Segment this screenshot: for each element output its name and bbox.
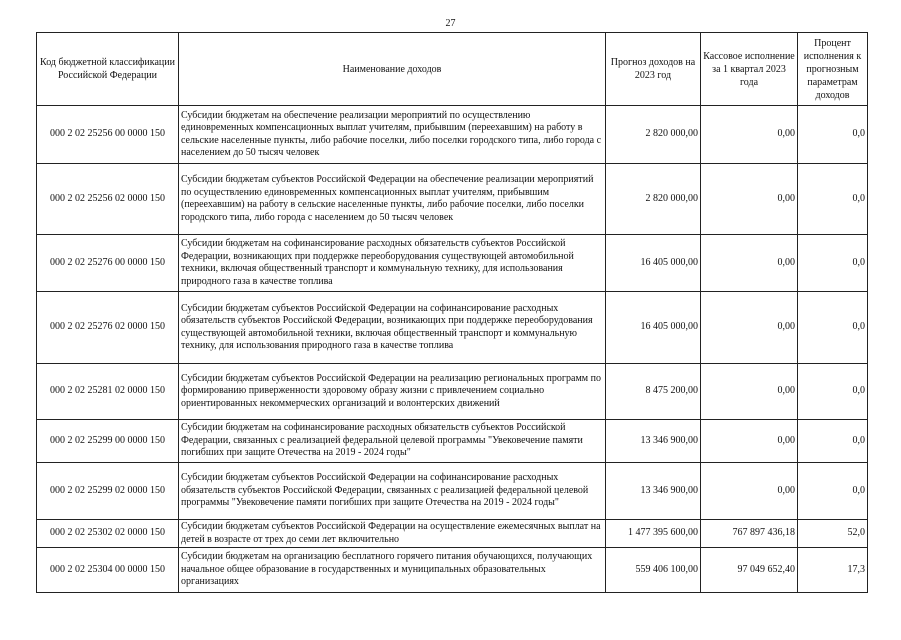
cell-forecast: 16 405 000,00 [606, 235, 701, 292]
cell-name: Субсидии бюджетам на организацию бесплатного горячего питания обучающихся, получающих начальное общее образование в государственных и муниципальных образовательных организациях [179, 548, 606, 593]
cell-name: Субсидии бюджетам на софинансирование расходных обязательств субъектов Российской Федерации, связанных с реализацией федеральной целевой программы "Увековечение памяти погибших при защите Отечества на 2019 - 2024 годы" [179, 420, 606, 463]
cell-percent: 0,0 [798, 106, 868, 164]
cell-forecast: 1 477 395 600,00 [606, 520, 701, 548]
cell-cash: 0,00 [701, 235, 798, 292]
table-header-row [37, 33, 868, 106]
cell-forecast: 559 406 100,00 [606, 548, 701, 593]
cell-code: 000 2 02 25299 02 0000 150 [37, 463, 179, 520]
cell-forecast: 13 346 900,00 [606, 420, 701, 463]
cell-cash: 0,00 [701, 463, 798, 520]
cell-name: Субсидии бюджетам субъектов Российской Федерации на осуществление ежемесячных выплат на детей в возрасте от трех до семи лет включительно [179, 520, 606, 548]
cell-percent: 0,0 [798, 463, 868, 520]
cell-code: 000 2 02 25256 02 0000 150 [37, 164, 179, 235]
cell-percent: 0,0 [798, 292, 868, 364]
cell-cash: 0,00 [701, 106, 798, 164]
cell-percent: 0,0 [798, 164, 868, 235]
cell-code: 000 2 02 25276 02 0000 150 [37, 292, 179, 364]
table-row [37, 520, 868, 548]
cell-percent: 0,0 [798, 364, 868, 420]
cell-cash: 767 897 436,18 [701, 520, 798, 548]
cell-percent: 52,0 [798, 520, 868, 548]
cell-code: 000 2 02 25304 00 0000 150 [37, 548, 179, 593]
cell-forecast: 16 405 000,00 [606, 292, 701, 364]
cell-cash: 0,00 [701, 292, 798, 364]
cell-name: Субсидии бюджетам субъектов Российской Федерации на софинансирование расходных обязательств субъектов Российской Федерации, связанных с реализацией федеральной целевой программы "Увековечение памяти погибших при защите Отечества на 2019 - 2024 годы" [179, 463, 606, 520]
table-row [37, 164, 868, 235]
cell-name: Субсидии бюджетам субъектов Российской Федерации на реализацию региональных программ по формированию приверженности здоровому образу жизни с привлечением социально ориентированных некоммерческих организаций и волонтерских движений [179, 364, 606, 420]
table-row [37, 292, 868, 364]
cell-cash: 0,00 [701, 364, 798, 420]
cell-percent: 0,0 [798, 235, 868, 292]
cell-cash: 0,00 [701, 164, 798, 235]
cell-name: Субсидии бюджетам субъектов Российской Федерации на обеспечение реализации мероприятий по осуществлению единовременных компенсационных выплат учителям, прибывшим (переехавшим) на работу в сельские населенные пункты, либо рабочие поселки, либо поселки городского типа, либо города с населением до 50 тысяч человек [179, 164, 606, 235]
cell-name: Субсидии бюджетам субъектов Российской Федерации на софинансирование расходных обязательств субъектов Российской Федерации, возникающих при поддержке переоборудования существующей автомобильной техники, включая общественный транспорт и коммунальную технику, для использования природного газа в качестве топлива [179, 292, 606, 364]
header-code: Код бюджетной классификации Российской Федерации [37, 33, 179, 106]
table-row [37, 420, 868, 463]
cell-cash: 0,00 [701, 420, 798, 463]
cell-forecast: 13 346 900,00 [606, 463, 701, 520]
cell-forecast: 2 820 000,00 [606, 164, 701, 235]
header-percent: Процент исполнения к прогнозным параметрам доходов [798, 33, 868, 106]
cell-name: Субсидии бюджетам на софинансирование расходных обязательств субъектов Российской Федерации, возникающих при поддержке переоборудования существующей автомобильной техники, включая общественный транспорт и коммунальную технику, для использования природного газа в качестве топлива [179, 235, 606, 292]
header-forecast: Прогноз доходов на 2023 год [606, 33, 701, 106]
cell-code: 000 2 02 25281 02 0000 150 [37, 364, 179, 420]
table-row [37, 364, 868, 420]
cell-cash: 97 049 652,40 [701, 548, 798, 593]
cell-percent: 0,0 [798, 420, 868, 463]
cell-forecast: 2 820 000,00 [606, 106, 701, 164]
cell-code: 000 2 02 25276 00 0000 150 [37, 235, 179, 292]
page-number: 27 [445, 18, 456, 29]
table-row [37, 106, 868, 164]
cell-name: Субсидии бюджетам на обеспечение реализации мероприятий по осуществлению единовременных компенсационных выплат учителям, прибывшим (переехавшим) на работу в сельские населенные пункты, либо рабочие поселки, либо поселки городского типа, либо города с населением до 50 тысяч человек [179, 106, 606, 164]
header-cash: Кассовое исполнение за 1 квартал 2023 года [701, 33, 798, 106]
cell-code: 000 2 02 25299 00 0000 150 [37, 420, 179, 463]
table-row [37, 463, 868, 520]
cell-code: 000 2 02 25302 02 0000 150 [37, 520, 179, 548]
table-row [37, 235, 868, 292]
header-name: Наименование доходов [179, 33, 606, 106]
table-row [37, 548, 868, 593]
cell-forecast: 8 475 200,00 [606, 364, 701, 420]
revenue-table [36, 32, 868, 593]
cell-code: 000 2 02 25256 00 0000 150 [37, 106, 179, 164]
cell-percent: 17,3 [798, 548, 868, 593]
